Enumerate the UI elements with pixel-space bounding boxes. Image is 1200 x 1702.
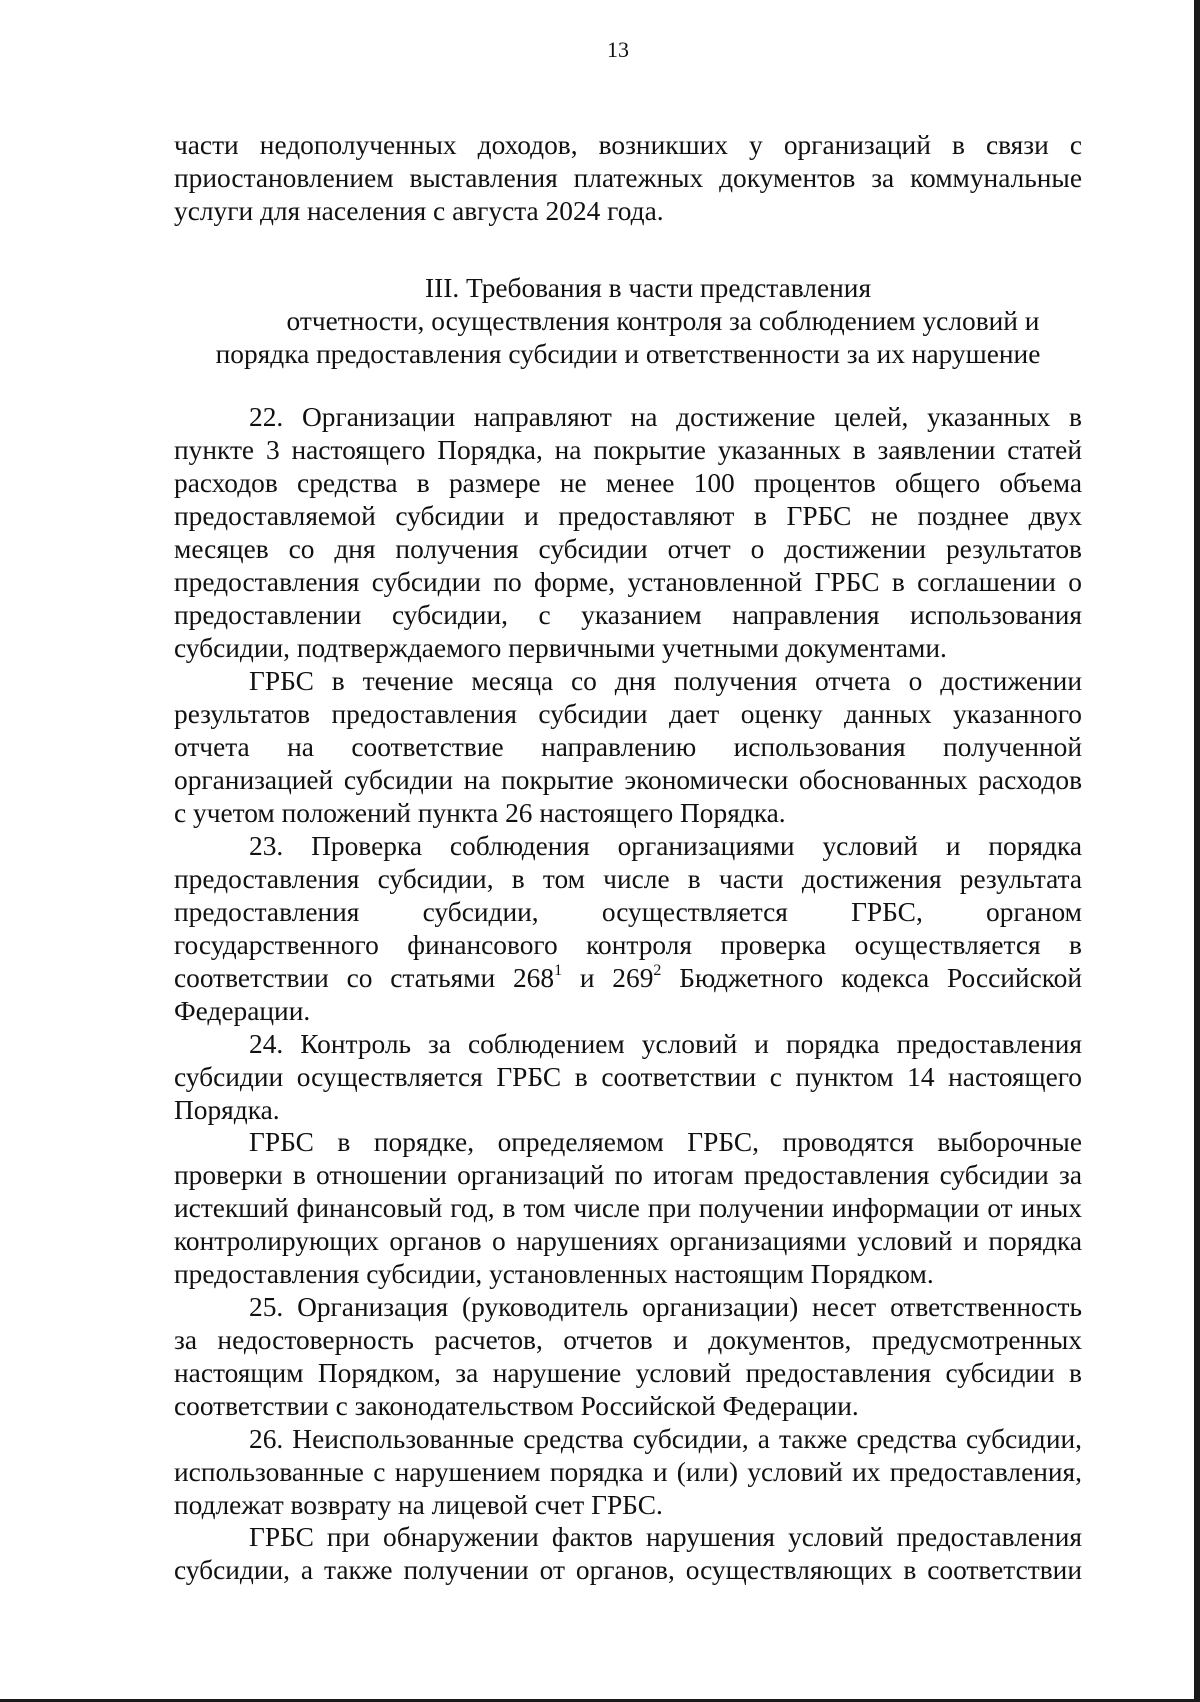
text-line: 24. Контроль за соблюдением условий и порядка предоставления [249,1029,1082,1059]
heading-line: порядка предоставления субсидии и ответственности за их нарушение [215,339,1041,369]
text-line: услуги для населения с августа 2024 года. [174,196,664,226]
text-line: с учетом положений пункта 26 настоящего Порядка. [174,798,786,828]
scan-edge-right [1194,0,1200,1702]
statute-text: Бюджетного кодекса Российской [661,963,1082,993]
intro-paragraph [174,129,1082,228]
text-line: предоставления субсидии, осуществляется ГРБС, органом [174,897,1082,927]
paragraph-24 [174,1028,1082,1127]
text-line: 26. Неиспользованные средства субсидии, а также средства субсидии, [249,1424,1082,1454]
text-line: месяцев со дня получения субсидии отчет о достижении результатов [174,534,1082,564]
text-line: контролирующих органов о нарушениях организациями условий и порядка [174,1226,1082,1256]
text-line: 22. Организации направляют на достижение целей, указанных в [249,402,1082,432]
text-line: за недостоверность расчетов, отчетов и документов, предусмотренных [174,1325,1082,1355]
text-line: проверки в отношении организаций по итогам предоставления субсидии за [174,1160,1082,1190]
paragraph-grbs-violations [174,1521,1082,1587]
text-line: организацией субсидии на покрытие экономически обоснованных расходов [174,765,1082,795]
text-line: предоставления субсидии, в том числе в части достижения результата [174,864,1082,894]
text-line: Федерации. [174,996,311,1026]
text-line: 25. Организация (руководитель организации) несет ответственность [249,1292,1082,1322]
paragraph-25 [174,1291,1082,1423]
text-line: отчета на соответствие направлению использования полученной [174,732,1082,762]
superscript: 2 [653,961,662,979]
text-line: соответствии с законодательством Российской Федерации. [174,1391,859,1421]
statute-text: соответствии со статьями 268 [174,963,555,993]
text-line: ГРБС в порядке, определяемом ГРБС, проводятся выборочные [249,1127,1082,1157]
page-number: 13 [607,37,629,62]
heading-line: III. Требования в части представления [424,273,872,303]
superscript: 1 [554,961,563,979]
text-line: части недополученных доходов, возникших у организаций в связи с [174,130,1082,160]
paragraph-23 [174,830,1082,1028]
text-line: предоставлении субсидии, с указанием направления использования [174,600,1082,630]
text-line: государственного финансового контроля проверка осуществляется в [174,930,1082,960]
text-line: субсидии осуществляется ГРБС в соответствии с пунктом 14 настоящего [174,1062,1082,1092]
text-line: предоставляемой субсидии и предоставляют в ГРБС не позднее двух [174,501,1082,531]
text-line: субсидии, подтверждаемого первичными учетными документами. [174,633,947,663]
text-line: расходов средства в размере не менее 100 процентов общего объема [174,468,1082,498]
paragraph-grbs-inspections [174,1126,1082,1291]
text-line: использованные с нарушением порядка и (или) условий их предоставления, [174,1457,1082,1487]
section-heading [174,272,1082,371]
text-line: пункте 3 настоящего Порядка, на покрытие указанных в заявлении статей [174,435,1082,465]
text-line: ГРБС при обнаружении фактов нарушения условий предоставления [249,1522,1082,1552]
heading-line: отчетности, осуществления контроля за соблюдением условий и [286,306,1040,336]
text-line: 23. Проверка соблюдения организациями условий и порядка [249,831,1082,861]
paragraph-26 [174,1423,1082,1522]
paragraph-22 [174,401,1082,665]
text-line: приостановлением выставления платежных документов за коммунальные [174,163,1082,193]
statute-text: и 269 [562,963,654,993]
text-line: подлежат возврату на лицевой счет ГРБС. [174,1490,663,1520]
text-line: ГРБС в течение месяца со дня получения отчета о достижении [249,666,1082,696]
text-line: предоставления субсидии по форме, установленной ГРБС в соглашении о [174,567,1082,597]
text-line: истекший финансовый год, в том числе при получении информации от иных [174,1193,1082,1223]
paragraph-grbs-assessment [174,665,1082,830]
text-line: предоставления субсидии, установленных настоящим Порядком. [174,1259,934,1289]
text-line: результатов предоставления субсидии дает оценку данных указанного [174,699,1082,729]
statute-line [174,962,1082,995]
text-line: настоящим Порядком, за нарушение условий предоставления субсидии в [174,1358,1082,1388]
text-line: Порядка. [174,1095,280,1125]
text-line: субсидии, а также получении от органов, осуществляющих в соответствии [174,1555,1082,1585]
